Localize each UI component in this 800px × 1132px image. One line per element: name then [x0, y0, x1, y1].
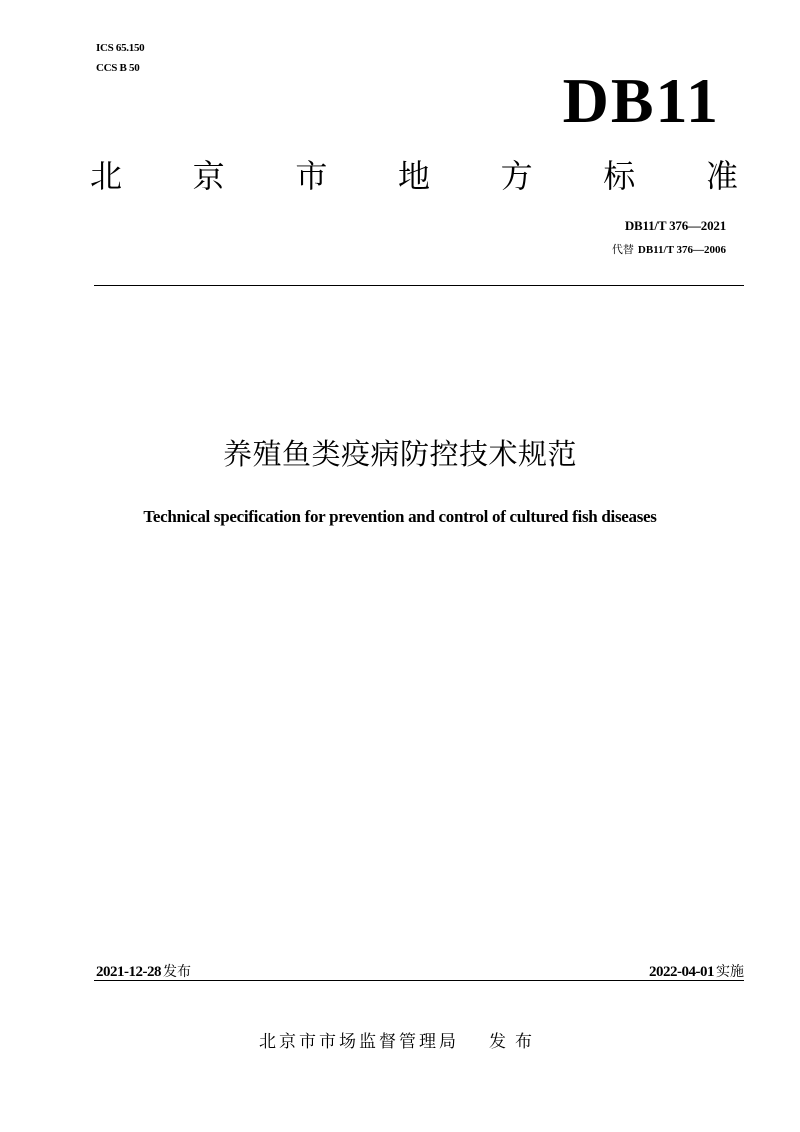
- standard-type-char: 北: [90, 157, 123, 195]
- header-divider: [94, 285, 744, 286]
- standard-type-char: 市: [295, 157, 328, 195]
- publish-date: 2021-12-28: [96, 964, 161, 980]
- implement-date: 2022-04-01: [649, 964, 714, 980]
- standard-type-char: 方: [500, 157, 533, 195]
- db-standard-mark: DB11: [562, 65, 720, 136]
- standard-type-heading: [90, 156, 738, 196]
- dates-row: [96, 961, 744, 981]
- standard-type-char: 准: [705, 157, 738, 195]
- issuing-authority: 北京市市场监督管理局: [259, 1032, 459, 1052]
- implement-date-block: [649, 961, 744, 981]
- publish-label: 发布: [163, 964, 191, 980]
- issuer-line: [0, 1030, 800, 1054]
- issue-label: 发布: [489, 1032, 541, 1052]
- ics-code: ICS 65.150: [96, 42, 145, 54]
- replaces-line: [612, 242, 726, 258]
- document-title-en: Technical specification for prevention and control of cultured fish diseases: [143, 507, 657, 526]
- document-title-zh: 养殖鱼类疫病防控技术规范: [222, 437, 577, 471]
- standard-type-char: 京: [192, 157, 225, 195]
- ccs-code: CCS B 50: [96, 62, 140, 74]
- replaces-label: 代替: [611, 243, 634, 256]
- publish-date-block: [96, 961, 191, 981]
- standard-type-char: 标: [603, 157, 636, 195]
- standard-type-char: 地: [397, 157, 430, 195]
- implement-label: 实施: [716, 964, 744, 980]
- footer-divider: [94, 980, 744, 981]
- replaces-number: DB11/T 376—2006: [637, 244, 726, 256]
- standard-number: DB11/T 376—2021: [624, 218, 726, 233]
